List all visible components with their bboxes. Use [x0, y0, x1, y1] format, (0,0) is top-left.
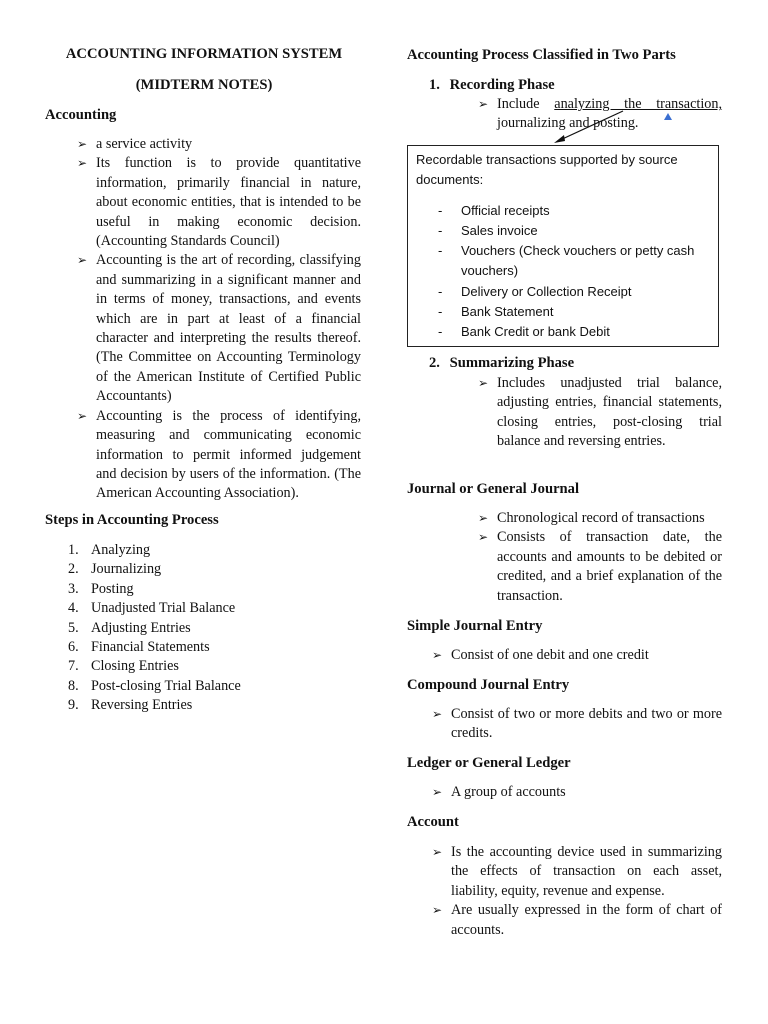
step-number: 8. [68, 677, 79, 694]
source-documents-list [416, 201, 710, 343]
step-label: Closing Entries [91, 658, 179, 675]
arrowhead-bullet-icon: ➢ [77, 156, 88, 171]
process-heading: Accounting Process Classified in Two Parts [407, 47, 676, 63]
journal-bullet-list [478, 509, 722, 606]
arrowhead-icon [554, 135, 565, 143]
arrowhead-bullet-icon: ➢ [432, 903, 443, 918]
list-item: ➢ Consist of one debit and one credit [432, 646, 722, 665]
source-document-item [416, 221, 710, 241]
step-item [68, 599, 328, 618]
list-item: ➢ Accounting is the art of recording, classifying and summarizing in a significant manner and in terms of money, transactions, and events which are in part at least of a financial character and interpreting the results thereof. (The Committee on Accounting Terminology of the American Institute of Certified Public Accountants) [77, 252, 361, 405]
source-documents-box [407, 145, 719, 347]
steps-list [68, 541, 328, 716]
step-number: 3. [68, 580, 79, 597]
step-label: Reversing Entries [91, 697, 193, 714]
phase1-number: 1. [429, 77, 440, 93]
step-number: 2. [68, 561, 79, 578]
dash-bullet: - [438, 304, 443, 320]
source-document-label: Official receipts [461, 202, 550, 218]
source-document-label: Delivery or Collection Receipt [461, 283, 632, 299]
arrowhead-bullet-icon: ➢ [478, 97, 489, 111]
dash-bullet: - [438, 324, 443, 340]
journal-heading: Journal or General Journal [407, 481, 580, 497]
arrowhead-bullet-icon: ➢ [432, 707, 443, 721]
annotation-line [558, 111, 623, 141]
step-label: Financial Statements [91, 639, 210, 656]
source-document-item [416, 322, 710, 342]
step-item [68, 560, 328, 579]
step-item [68, 677, 328, 696]
document-title: ACCOUNTING INFORMATION SYSTEM [65, 46, 343, 62]
list-item: ➢ Consists of transaction date, the accounts and amounts to be debited or credited, and a brief explanation of the transaction. [478, 529, 722, 604]
list-item: ➢ A group of accounts [432, 783, 722, 802]
phase1-bullet: ➢ Include analyzing the transaction, journalizing and posting. [478, 96, 723, 132]
step-label: Adjusting Entries [91, 619, 191, 636]
source-document-label: Bank Statement [461, 304, 554, 320]
step-number: 1. [68, 542, 79, 558]
source-document-label: Sales invoice [461, 222, 538, 238]
dash-bullet: - [438, 243, 443, 259]
arrowhead-bullet-icon: ➢ [77, 408, 88, 423]
step-label: Post-closing Trial Balance [91, 677, 241, 694]
accounting-bullet-list [77, 135, 361, 504]
list-item: ➢ Consist of two or more debits and two or more credits. [432, 706, 722, 742]
step-number: 6. [68, 639, 79, 656]
compound-entry-heading: Compound Journal Entry [407, 677, 570, 693]
ledger-bullet-list [432, 783, 722, 802]
arrowhead-bullet-icon: ➢ [432, 785, 443, 799]
simple-entry-heading: Simple Journal Entry [407, 618, 543, 634]
list-item: ➢ Are usually expressed in the form of chart of accounts. [432, 902, 722, 938]
simple-entry-bullet-list [432, 646, 722, 665]
step-item [68, 619, 328, 638]
list-item: ➢ Includes unadjusted trial balance, adjusting entries, financial statements, closing entries, post-closing trial balance and reversing entries. [478, 375, 722, 450]
phase2-title: Summarizing Phase [449, 355, 575, 371]
step-label: Posting [91, 580, 134, 597]
source-document-label: Vouchers (Check vouchers or petty cash vouchers) [461, 243, 695, 279]
dash-bullet: - [438, 202, 443, 218]
phase2-heading [429, 354, 574, 373]
list-item: ➢ Is the accounting device used in summarizing the effects of transaction on each asset, liability, equity, revenue and expense. [432, 844, 722, 899]
step-label: Journalizing [91, 561, 162, 578]
source-document-item [416, 241, 710, 282]
step-number: 7. [68, 658, 79, 675]
step-label: Unadjusted Trial Balance [91, 600, 236, 617]
phase2-number: 2. [429, 355, 440, 371]
arrowhead-bullet-icon: ➢ [432, 845, 443, 859]
list-item: ➢ Chronological record of transactions [478, 509, 722, 528]
source-document-item [416, 282, 710, 302]
account-bullet-list [432, 843, 722, 940]
step-item [68, 657, 328, 676]
step-number: 9. [68, 697, 79, 714]
arrowhead-bullet-icon: ➢ [77, 137, 88, 151]
list-item: ➢ a service activity [77, 135, 361, 154]
step-item [68, 638, 328, 657]
document-subtitle: (MIDTERM NOTES) [135, 77, 273, 93]
step-number: 4. [68, 600, 79, 617]
source-document-label: Bank Credit or bank Debit [461, 324, 610, 340]
step-number: 5. [68, 619, 79, 636]
step-item [68, 541, 328, 560]
comment-marker-icon [664, 113, 672, 120]
dash-bullet: - [438, 283, 443, 299]
arrowhead-bullet-icon: ➢ [77, 253, 88, 268]
annotation-arrow [540, 108, 730, 150]
step-item [68, 580, 328, 599]
source-document-item [416, 201, 710, 221]
arrowhead-bullet-icon: ➢ [432, 648, 443, 662]
step-label: Analyzing [91, 542, 151, 558]
phase1-heading [429, 76, 555, 95]
compound-entry-bullet-list [432, 705, 722, 744]
arrowhead-bullet-icon: ➢ [478, 530, 489, 545]
arrowhead-bullet-icon: ➢ [478, 376, 489, 390]
list-item: ➢ Accounting is the process of identifying, measuring and communicating economic information to permit informed judgement and decision by users of the information. (The American Accounting Association). [77, 407, 361, 502]
list-item: ➢ Its function is to provide quantitative information, primarily financial in nature, about economic entities, that is intended to be useful in making economic decision. (Accounting Standards Council) [77, 155, 361, 250]
source-document-item [416, 302, 710, 322]
box-intro: Recordable transactions supported by source documents: [416, 152, 678, 188]
dash-bullet: - [438, 222, 443, 238]
phase1-title: Recording Phase [449, 77, 555, 93]
account-heading: Account [407, 814, 459, 830]
arrowhead-bullet-icon: ➢ [478, 511, 489, 525]
ledger-heading: Ledger or General Ledger [407, 755, 571, 771]
phase2-bullet-list [478, 374, 722, 452]
steps-heading: Steps in Accounting Process [45, 512, 219, 528]
accounting-heading: Accounting [45, 107, 117, 123]
step-item [68, 696, 328, 715]
